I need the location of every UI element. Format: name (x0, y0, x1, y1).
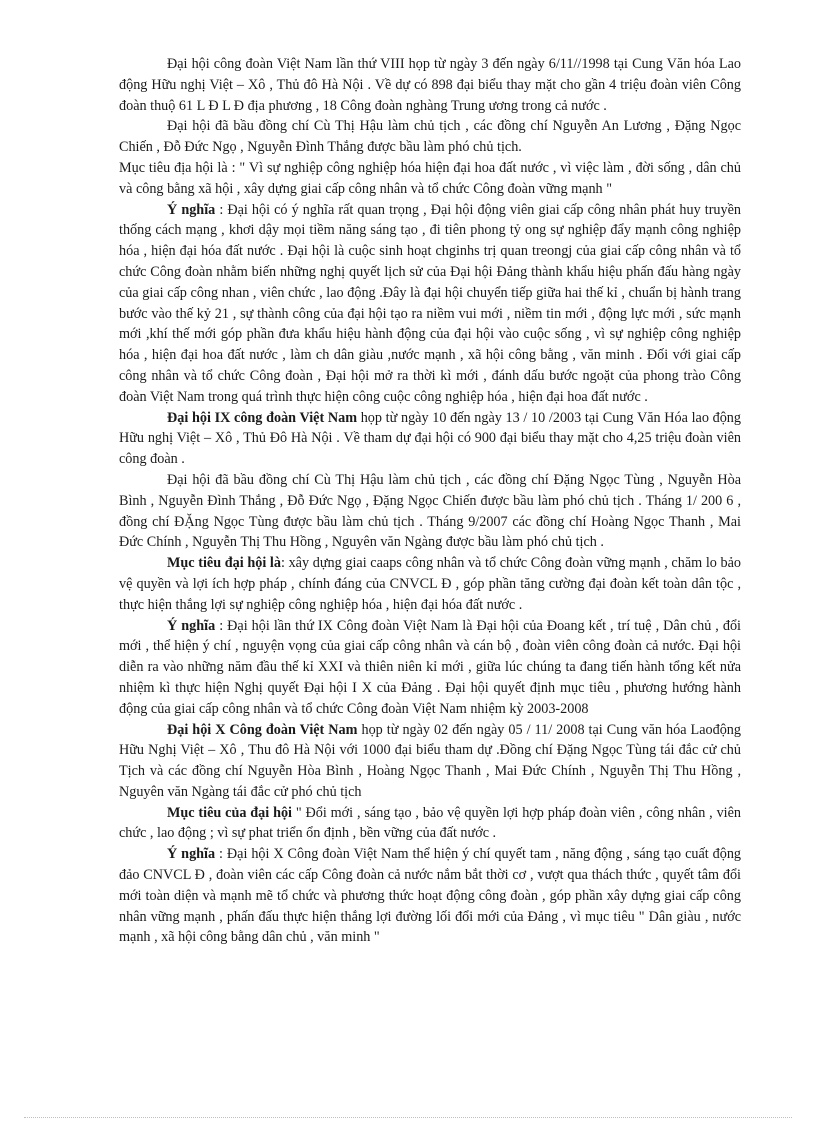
paragraph-x-goal (119, 803, 741, 845)
text: : Đại hội có ý nghĩa rất quan trọng , Đại hội động viên giai cấp công nhân phát huy truyền thống cách mạng , khơi dậy mọi tiềm năng sáng tạo , đi tiên phong tỷ ong sự nghiệp đẩy mạnh công nghiệp hóa , hiện đại hóa đất nước . Đại hội là cuộc sinh hoạt chginhs trị quan treongj của giai cấp công nhân và tổ chức Công đoàn nhằm biến những nghị quyết lịch sử của Đại hội Đảng thành khẩu hiệu phấn đấu hàng ngày của giai cấp công nhan , viên chức , lao động .Đây là đại hội chuyển tiếp giữa hai thế kỉ , chuẩn bị hành trang bước vào thế kỷ 21 , sự thành công của đại hội tạo ra niềm vui mới , niềm tin mới , động lực mới , sức mạnh mới ,khí thế mới góp phần đưa khẩu hiệu hành động của đại hội vào cuộc sống , vì sự nghiệp công nghiệp hóa , hiện đại hoa đất nước , làm ch dân giàu ,nước mạnh , xã hội công bằng , văn minh . Đối với giai cấp công nhân và tổ chức Công đoàn , Đại hội mở ra thời kì mới , đánh dấu bước ngoặt của phong trào Công đoàn Việt Nam trong quá trình thực hiện công cuộc công nghiệp hóa , hiện đại hoa đất nước . (119, 201, 742, 405)
text: Mục tiêu địa hội là : " Vì sự nghiệp công nghiệp hóa hiện đại hoa đất nước , vì việc làm , đời sống , dân chủ và công bằng xã hội , xây dựng giai cấp công nhân và tổ chức Công đoàn vững mạnh " (119, 159, 741, 197)
bold-lead: Ý nghĩa (167, 201, 216, 218)
bold-lead: Ý nghĩa (167, 846, 216, 863)
text: : xây dựng giai caaps công nhân và tổ chức Công đoàn vững mạnh , chăm lo bảo vệ quyền và lợi ích hợp pháp , chính đáng của CNVCL Đ , góp phần tăng cường đại đoàn kết toàn dân tộc , thực hiện thắng lợi sự nghiệp công nghiệp hóa , hiện đại hóa đất nước . (119, 555, 741, 613)
text: : Đại hội lần thứ IX Công đoàn Việt Nam là Đại hội của Đoang kết , trí tuệ , Dân chủ , đổi mới , thể hiện ý chí , nguyện vọng của giai cấp công nhân và cán bộ , đoàn viên công đoàn cả nước. Đại hội diễn ra vào những năm đầu thế kỉ XXI và thiên niên kỉ mới , giữa lúc chúng ta đang tiến hành tổng kết nửa nhiệm kì thực hiện Nghị quyết Đại hội I X của Đảng . Đại hội quyết định mục tiêu , phương hướng hành động của giai cấp công nhân và tổ chức Công đoàn Việt Nam nhiệm kỳ 2003-2008 (119, 617, 741, 717)
paragraph-viii-meaning (119, 200, 741, 408)
paragraph-ix-goal (119, 553, 741, 615)
text: " Đổi mới , sáng tạo , bảo vệ quyền lợi hợp pháp đoàn viên , công nhân , viên chức , lao động ; vì sự phat triển ổn định , bền vững của đất nước . (119, 804, 741, 842)
text: Đại hội đã bầu đồng chí Cù Thị Hậu làm chủ tịch , các đồng chí Nguyễn An Lương , Đặng Ngọc Chiến , Đỗ Đức Ngọ , Nguyễn Đình Thắng được bầu làm phó chủ tịch. (119, 118, 741, 156)
bold-lead: Đại hội X Công đoàn Việt Nam (167, 721, 358, 738)
bold-lead: Mục tiêu đại hội là (167, 555, 281, 572)
paragraph-x-meaning (119, 844, 741, 948)
paragraph-viii-intro (119, 54, 741, 116)
paragraph-viii-leaders (119, 116, 741, 158)
page-bottom-divider (24, 1117, 792, 1118)
bold-lead: Đại hội IX công đoàn Việt Nam (167, 409, 358, 426)
text: Đại hội công đoàn Việt Nam lần thứ VIII họp từ ngày 3 đến ngày 6/11//1998 tại Cung Văn hóa Lao động Hữu nghị Việt – Xô , Thủ đô Hà Nội . Về dự có 898 đại biểu thay mặt cho gần 4 triệu đoàn viên Công đoàn thuộ 61 L Đ L Đ địa phương , 18 Công đoàn nghàng Trung ương trong cả nước . (119, 56, 741, 114)
paragraph-x-intro (119, 720, 741, 803)
paragraph-viii-goal (119, 158, 741, 200)
bold-lead: Ý nghĩa (167, 617, 216, 634)
bold-lead: Mục tiêu của đại hội (167, 804, 292, 821)
paragraph-ix-leaders (119, 470, 741, 553)
text: : Đại hội X Công đoàn Việt Nam thể hiện ý chí quyết tam , năng động , sáng tạo cuất động đảo CNVCL Đ , đoàn viên các cấp Công đoàn cả nước nắm bắt thời cơ , vượt qua thách thức , quyết tâm đổi mới toàn diện và mạnh mẽ tổ chức và phương thức hoạt động công đoàn , góp phần xây dựng giai cấp công nhân vững mạnh , phấn đấu thực hiện thắng lợi đường lối đổi mới của Đảng , vì mục tiêu " Dân giàu , nước mạnh , xã hội công bằng dân chủ , văn minh " (119, 846, 742, 946)
paragraph-ix-meaning (119, 616, 741, 720)
text: họp từ ngày 10 đến ngày 13 / 10 /2003 tại Cung Văn Hóa lao động Hữu nghị Việt – Xô , Thủ Đô Hà Nội . Về tham dự đại hội có 900 đại biểu thay mặt cho 4,25 triệu đoàn viên công đoàn . (119, 409, 741, 468)
paragraph-ix-intro (119, 408, 741, 470)
text: Đại hội đã bầu đồng chí Cù Thị Hậu làm chủ tịch , các đồng chí Đặng Ngọc Tùng , Nguyễn Hòa Bình , Nguyễn Đình Thắng , Đỗ Đức Ngọ , Đặng Ngọc Chiến được bầu làm phó chủ tịch . Tháng 1/ 200 6 , đồng chí ĐẶng Ngọc Tùng được bầu làm chủ tịch . Tháng 9/2007 các đồng chí Hoàng Ngọc Thanh , Mai Đức Chính , Nguyễn Thị Thu Hồng , Nguyên văn Ngàng được bầu làm phó chủ tịch . (119, 471, 741, 551)
text: họp từ ngày 02 đến ngày 05 / 11/ 2008 tại Cung văn hóa Laođộng Hữu Nghị Việt – Xô , Thu đô Hà Nội với 1000 đại biểu tham dự .Đồng chí Đặng Ngọc Tùng tái đắc cử chủ Tịch và các đồng chí Nguyễn Hòa Bình , Hoàng Ngọc Thanh , Mai Đức Chính , Nguyễn Thị Thu Hồng , Nguyên văn Ngàng tái đắc cử phó chủ tịch (119, 721, 741, 800)
document-body (119, 54, 741, 948)
